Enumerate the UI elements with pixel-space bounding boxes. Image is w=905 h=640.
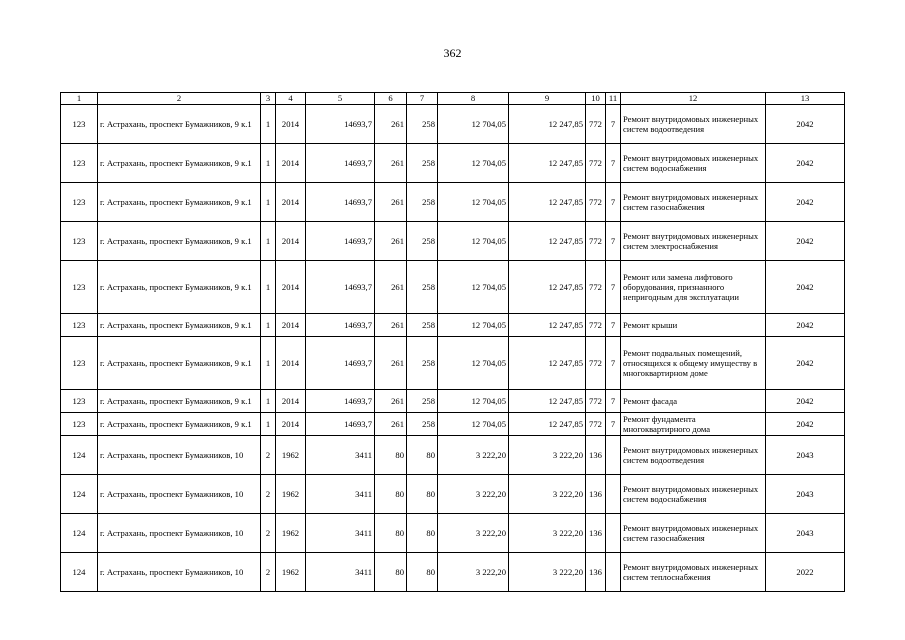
page-number: 362 bbox=[443, 46, 462, 60]
count-cell: 80 bbox=[407, 436, 438, 475]
table-row bbox=[61, 144, 845, 183]
year-cell: 2014 bbox=[276, 261, 306, 314]
count-cell: 80 bbox=[375, 436, 407, 475]
plan-year-cell: 2042 bbox=[766, 314, 845, 337]
code-cell bbox=[606, 436, 621, 475]
code-cell: 772 bbox=[586, 105, 606, 144]
area-cell: 14693,7 bbox=[306, 337, 375, 390]
area-cell: 14693,7 bbox=[306, 105, 375, 144]
cost-cell: 12 247,85 bbox=[509, 183, 586, 222]
plan-year-cell: 2042 bbox=[766, 144, 845, 183]
row-number: 123 bbox=[61, 105, 98, 144]
cost-cell: 3 222,20 bbox=[509, 553, 586, 592]
cost-cell: 12 704,05 bbox=[438, 261, 509, 314]
count-cell: 258 bbox=[407, 337, 438, 390]
count-cell: 258 bbox=[407, 144, 438, 183]
count-cell: 258 bbox=[407, 222, 438, 261]
table-row bbox=[61, 222, 845, 261]
plan-year-cell: 2042 bbox=[766, 183, 845, 222]
work-type-cell: Ремонт внутридомовых инженерных систем водоснабжения bbox=[621, 144, 766, 183]
address-cell: г. Астрахань, проспект Бумажников, 9 к.1 bbox=[98, 261, 261, 314]
year-cell: 2014 bbox=[276, 144, 306, 183]
area-cell: 14693,7 bbox=[306, 144, 375, 183]
row-number: 123 bbox=[61, 390, 98, 413]
column-number: 12 bbox=[621, 93, 766, 105]
area-cell: 3411 bbox=[306, 475, 375, 514]
table-row bbox=[61, 514, 845, 553]
area-cell: 3411 bbox=[306, 514, 375, 553]
code-cell: 7 bbox=[606, 314, 621, 337]
column-number: 2 bbox=[98, 93, 261, 105]
group-cell: 1 bbox=[261, 261, 276, 314]
group-cell: 2 bbox=[261, 475, 276, 514]
table-row bbox=[61, 475, 845, 514]
address-cell: г. Астрахань, проспект Бумажников, 9 к.1 bbox=[98, 222, 261, 261]
address-cell: г. Астрахань, проспект Бумажников, 9 к.1 bbox=[98, 337, 261, 390]
row-number: 123 bbox=[61, 183, 98, 222]
cost-cell: 12 247,85 bbox=[509, 413, 586, 436]
cost-cell: 12 247,85 bbox=[509, 222, 586, 261]
count-cell: 80 bbox=[407, 514, 438, 553]
row-number: 124 bbox=[61, 436, 98, 475]
plan-year-cell: 2042 bbox=[766, 222, 845, 261]
cost-cell: 3 222,20 bbox=[509, 475, 586, 514]
plan-year-cell: 2043 bbox=[766, 514, 845, 553]
plan-year-cell: 2043 bbox=[766, 436, 845, 475]
count-cell: 261 bbox=[375, 413, 407, 436]
year-cell: 2014 bbox=[276, 105, 306, 144]
code-cell: 772 bbox=[586, 222, 606, 261]
count-cell: 261 bbox=[375, 337, 407, 390]
count-cell: 258 bbox=[407, 105, 438, 144]
code-cell bbox=[606, 475, 621, 514]
count-cell: 261 bbox=[375, 105, 407, 144]
row-number: 124 bbox=[61, 475, 98, 514]
count-cell: 258 bbox=[407, 261, 438, 314]
count-cell: 261 bbox=[375, 261, 407, 314]
cost-cell: 12 247,85 bbox=[509, 261, 586, 314]
group-cell: 1 bbox=[261, 314, 276, 337]
year-cell: 2014 bbox=[276, 413, 306, 436]
plan-year-cell: 2022 bbox=[766, 553, 845, 592]
group-cell: 2 bbox=[261, 436, 276, 475]
column-number: 6 bbox=[375, 93, 407, 105]
code-cell: 7 bbox=[606, 261, 621, 314]
cost-cell: 12 704,05 bbox=[438, 390, 509, 413]
cost-cell: 12 247,85 bbox=[509, 105, 586, 144]
area-cell: 14693,7 bbox=[306, 314, 375, 337]
area-cell: 14693,7 bbox=[306, 390, 375, 413]
address-cell: г. Астрахань, проспект Бумажников, 10 bbox=[98, 475, 261, 514]
cost-cell: 3 222,20 bbox=[438, 475, 509, 514]
group-cell: 1 bbox=[261, 413, 276, 436]
cost-cell: 12 247,85 bbox=[509, 144, 586, 183]
capital-repair-table bbox=[60, 92, 845, 592]
column-number: 10 bbox=[586, 93, 606, 105]
plan-year-cell: 2042 bbox=[766, 390, 845, 413]
column-number: 7 bbox=[407, 93, 438, 105]
column-number: 8 bbox=[438, 93, 509, 105]
row-number: 123 bbox=[61, 413, 98, 436]
table-row bbox=[61, 436, 845, 475]
count-cell: 261 bbox=[375, 183, 407, 222]
column-number-row bbox=[61, 93, 845, 105]
row-number: 123 bbox=[61, 144, 98, 183]
address-cell: г. Астрахань, проспект Бумажников, 9 к.1 bbox=[98, 105, 261, 144]
cost-cell: 3 222,20 bbox=[509, 436, 586, 475]
count-cell: 80 bbox=[407, 553, 438, 592]
work-type-cell: Ремонт фундамента многоквартирного дома bbox=[621, 413, 766, 436]
cost-cell: 3 222,20 bbox=[438, 436, 509, 475]
table-body bbox=[61, 105, 845, 592]
plan-year-cell: 2042 bbox=[766, 261, 845, 314]
year-cell: 2014 bbox=[276, 314, 306, 337]
column-number: 4 bbox=[276, 93, 306, 105]
code-cell bbox=[606, 514, 621, 553]
table-row bbox=[61, 390, 845, 413]
code-cell: 7 bbox=[606, 183, 621, 222]
row-number: 123 bbox=[61, 314, 98, 337]
code-cell bbox=[606, 553, 621, 592]
work-type-cell: Ремонт внутридомовых инженерных систем газоснабжения bbox=[621, 183, 766, 222]
table-row bbox=[61, 553, 845, 592]
work-type-cell: Ремонт внутридомовых инженерных систем теплоснабжения bbox=[621, 553, 766, 592]
group-cell: 1 bbox=[261, 105, 276, 144]
column-number: 5 bbox=[306, 93, 375, 105]
plan-year-cell: 2042 bbox=[766, 413, 845, 436]
plan-year-cell: 2042 bbox=[766, 337, 845, 390]
year-cell: 2014 bbox=[276, 390, 306, 413]
address-cell: г. Астрахань, проспект Бумажников, 9 к.1 bbox=[98, 183, 261, 222]
work-type-cell: Ремонт внутридомовых инженерных систем водоснабжения bbox=[621, 475, 766, 514]
cost-cell: 12 704,05 bbox=[438, 337, 509, 390]
year-cell: 1962 bbox=[276, 553, 306, 592]
group-cell: 1 bbox=[261, 144, 276, 183]
code-cell: 772 bbox=[586, 314, 606, 337]
count-cell: 80 bbox=[407, 475, 438, 514]
group-cell: 2 bbox=[261, 553, 276, 592]
table-row bbox=[61, 183, 845, 222]
column-number: 13 bbox=[766, 93, 845, 105]
area-cell: 3411 bbox=[306, 553, 375, 592]
address-cell: г. Астрахань, проспект Бумажников, 10 bbox=[98, 436, 261, 475]
code-cell: 772 bbox=[586, 390, 606, 413]
work-type-cell: Ремонт подвальных помещений, относящихся к общему имуществу в многоквартирном доме bbox=[621, 337, 766, 390]
row-number: 123 bbox=[61, 222, 98, 261]
table-row bbox=[61, 413, 845, 436]
work-type-cell: Ремонт фасада bbox=[621, 390, 766, 413]
cost-cell: 3 222,20 bbox=[438, 514, 509, 553]
address-cell: г. Астрахань, проспект Бумажников, 10 bbox=[98, 514, 261, 553]
row-number: 124 bbox=[61, 514, 98, 553]
plan-year-cell: 2043 bbox=[766, 475, 845, 514]
group-cell: 2 bbox=[261, 514, 276, 553]
year-cell: 1962 bbox=[276, 514, 306, 553]
count-cell: 261 bbox=[375, 222, 407, 261]
work-type-cell: Ремонт внутридомовых инженерных систем электроснабжения bbox=[621, 222, 766, 261]
table-row bbox=[61, 337, 845, 390]
code-cell: 772 bbox=[586, 144, 606, 183]
year-cell: 2014 bbox=[276, 337, 306, 390]
row-number: 124 bbox=[61, 553, 98, 592]
code-cell: 7 bbox=[606, 105, 621, 144]
area-cell: 14693,7 bbox=[306, 413, 375, 436]
address-cell: г. Астрахань, проспект Бумажников, 9 к.1 bbox=[98, 314, 261, 337]
cost-cell: 12 704,05 bbox=[438, 105, 509, 144]
code-cell: 7 bbox=[606, 413, 621, 436]
code-cell: 772 bbox=[586, 261, 606, 314]
cost-cell: 12 704,05 bbox=[438, 314, 509, 337]
count-cell: 80 bbox=[375, 475, 407, 514]
column-number: 1 bbox=[61, 93, 98, 105]
area-cell: 3411 bbox=[306, 436, 375, 475]
year-cell: 2014 bbox=[276, 222, 306, 261]
code-cell: 7 bbox=[606, 337, 621, 390]
area-cell: 14693,7 bbox=[306, 183, 375, 222]
address-cell: г. Астрахань, проспект Бумажников, 9 к.1 bbox=[98, 390, 261, 413]
cost-cell: 12 247,85 bbox=[509, 390, 586, 413]
year-cell: 1962 bbox=[276, 475, 306, 514]
code-cell: 772 bbox=[586, 183, 606, 222]
group-cell: 1 bbox=[261, 222, 276, 261]
count-cell: 80 bbox=[375, 514, 407, 553]
year-cell: 2014 bbox=[276, 183, 306, 222]
code-cell: 7 bbox=[606, 222, 621, 261]
count-cell: 80 bbox=[375, 553, 407, 592]
work-type-cell: Ремонт внутридомовых инженерных систем водоотведения bbox=[621, 436, 766, 475]
cost-cell: 12 247,85 bbox=[509, 337, 586, 390]
area-cell: 14693,7 bbox=[306, 222, 375, 261]
code-cell: 136 bbox=[586, 475, 606, 514]
address-cell: г. Астрахань, проспект Бумажников, 9 к.1 bbox=[98, 413, 261, 436]
code-cell: 7 bbox=[606, 144, 621, 183]
count-cell: 258 bbox=[407, 183, 438, 222]
table-row bbox=[61, 105, 845, 144]
work-type-cell: Ремонт крыши bbox=[621, 314, 766, 337]
row-number: 123 bbox=[61, 261, 98, 314]
cost-cell: 12 704,05 bbox=[438, 183, 509, 222]
work-type-cell: Ремонт или замена лифтового оборудования, признанного непригодным для эксплуатации bbox=[621, 261, 766, 314]
count-cell: 261 bbox=[375, 144, 407, 183]
group-cell: 1 bbox=[261, 337, 276, 390]
table-row bbox=[61, 261, 845, 314]
row-number: 123 bbox=[61, 337, 98, 390]
work-type-cell: Ремонт внутридомовых инженерных систем водоотведения bbox=[621, 105, 766, 144]
work-type-cell: Ремонт внутридомовых инженерных систем газоснабжения bbox=[621, 514, 766, 553]
code-cell: 772 bbox=[586, 413, 606, 436]
count-cell: 261 bbox=[375, 314, 407, 337]
code-cell: 7 bbox=[606, 390, 621, 413]
area-cell: 14693,7 bbox=[306, 261, 375, 314]
code-cell: 136 bbox=[586, 553, 606, 592]
code-cell: 136 bbox=[586, 514, 606, 553]
address-cell: г. Астрахань, проспект Бумажников, 9 к.1 bbox=[98, 144, 261, 183]
cost-cell: 3 222,20 bbox=[509, 514, 586, 553]
cost-cell: 3 222,20 bbox=[438, 553, 509, 592]
column-number: 3 bbox=[261, 93, 276, 105]
code-cell: 136 bbox=[586, 436, 606, 475]
code-cell: 772 bbox=[586, 337, 606, 390]
plan-year-cell: 2042 bbox=[766, 105, 845, 144]
table-row bbox=[61, 314, 845, 337]
count-cell: 258 bbox=[407, 314, 438, 337]
column-number: 9 bbox=[509, 93, 586, 105]
count-cell: 258 bbox=[407, 413, 438, 436]
group-cell: 1 bbox=[261, 390, 276, 413]
cost-cell: 12 247,85 bbox=[509, 314, 586, 337]
column-number: 11 bbox=[606, 93, 621, 105]
cost-cell: 12 704,05 bbox=[438, 222, 509, 261]
group-cell: 1 bbox=[261, 183, 276, 222]
cost-cell: 12 704,05 bbox=[438, 144, 509, 183]
count-cell: 261 bbox=[375, 390, 407, 413]
year-cell: 1962 bbox=[276, 436, 306, 475]
cost-cell: 12 704,05 bbox=[438, 413, 509, 436]
count-cell: 258 bbox=[407, 390, 438, 413]
address-cell: г. Астрахань, проспект Бумажников, 10 bbox=[98, 553, 261, 592]
